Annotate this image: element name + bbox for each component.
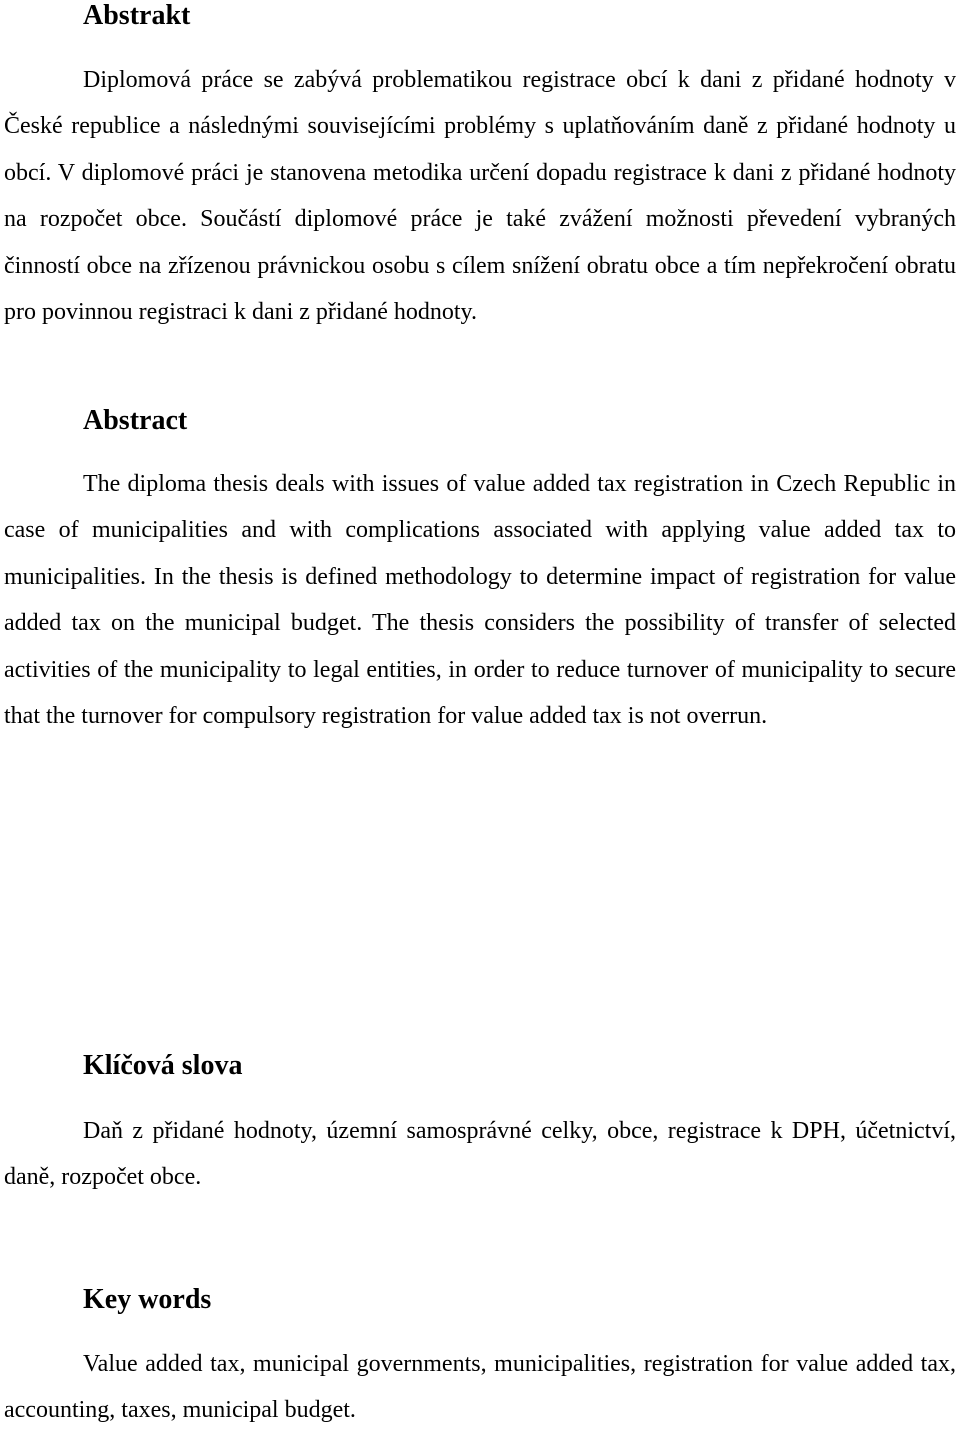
klicova-slova-heading: Klíčová slova <box>83 1050 243 1081</box>
abstract-heading: Abstract <box>83 405 188 436</box>
key-words-paragraph: Value added tax, municipal governments, municipalities, registration for value added tax, accounting, taxes, municipal budget. <box>4 1351 956 1424</box>
klicova-slova-paragraph: Daň z přidané hodnoty, územní samosprávné celky, obce, registrace k DPH, účetnictví, daně, rozpočet obce. <box>4 1118 956 1191</box>
abstract-paragraph: The diploma thesis deals with issues of value added tax registration in Czech Republic in case of municipalities and with complications associated with applying value added tax to municipalities. In the thesis is defined methodology to determine impact of registration for value added tax on the municipal budget. The thesis considers the possibility of transfer of selected activities of the municipality to legal entities, in order to reduce turnover of municipality to secure that the turnover for compulsory registration for value added tax is not overrun. <box>4 471 956 730</box>
abstrakt-paragraph: Diplomová práce se zabývá problematikou registrace obcí k dani z přidané hodnoty v České republice a následnými souvisejícími problémy s uplatňováním daně z přidané hodnoty u obcí. V diplomové práci je stanovena metodika určení dopadu registrace k dani z přidané hodnoty na rozpočet obce. Součástí diplomové práce je také zvážení možnosti převedení vybraných činností obce na zřízenou právnickou osobu s cílem snížení obratu obce a tím nepřekročení obratu pro povinnou registraci k dani z přidané hodnoty. <box>4 67 956 326</box>
key-words-heading: Key words <box>83 1284 212 1315</box>
abstrakt-heading: Abstrakt <box>83 0 191 31</box>
